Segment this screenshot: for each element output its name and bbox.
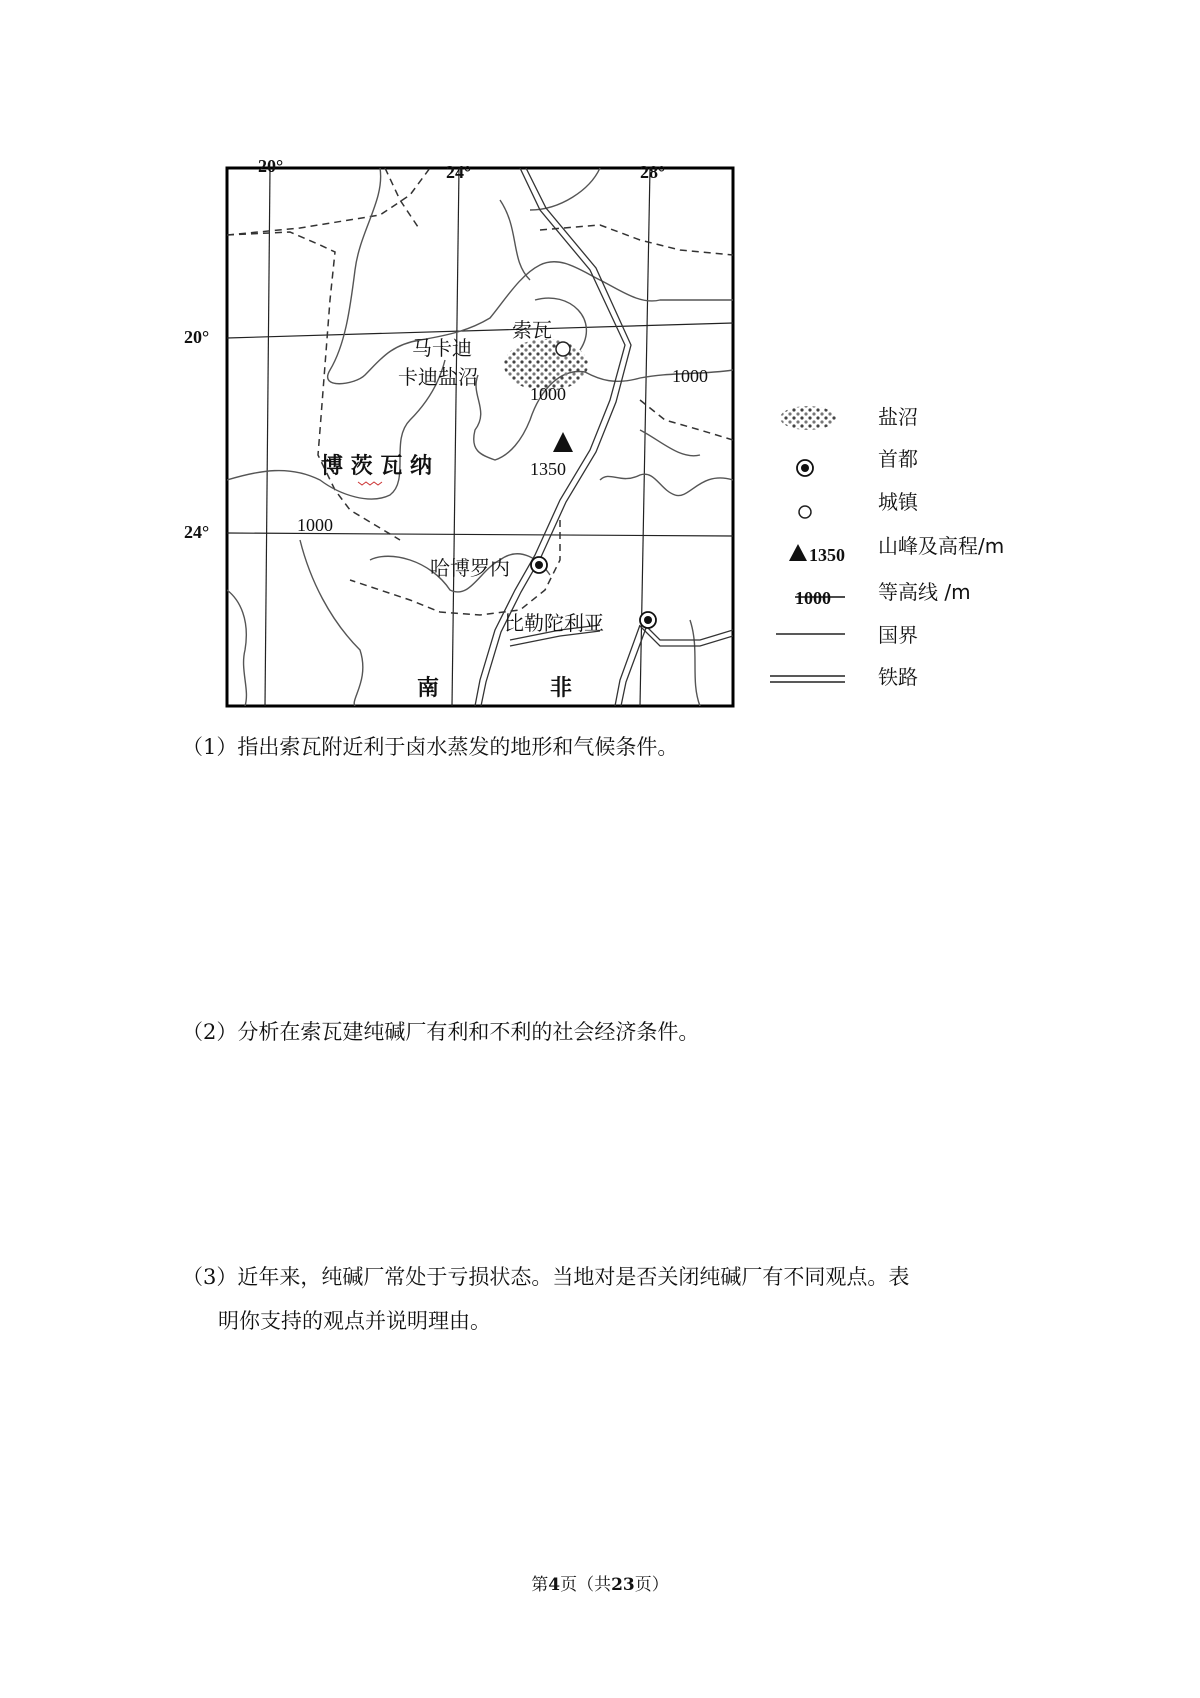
border-zimbabwe-north xyxy=(540,225,733,255)
contour-east-3 xyxy=(600,474,733,495)
contour-label-1000-b: 1000 xyxy=(672,366,708,386)
legend-town-icon xyxy=(799,506,811,518)
contour-southeast xyxy=(690,620,700,706)
border-west xyxy=(227,232,400,540)
legend-peak-icon xyxy=(789,544,807,561)
label-makadi: 马卡迪 xyxy=(412,336,472,360)
spellcheck-underline xyxy=(358,482,382,485)
question-1: （1）指出索瓦附近利于卤水蒸发的地形和气候条件。 xyxy=(182,735,679,759)
country-botswana: 博 茨 瓦 纳 xyxy=(321,454,432,479)
legend-label-border: 国界 xyxy=(878,623,918,647)
footer-page-number: 4 xyxy=(548,1575,561,1595)
contour-west-edge xyxy=(227,590,246,706)
label-makadi-pan: 卡迪盐沼 xyxy=(398,365,478,389)
footer-suffix: 页） xyxy=(634,1575,669,1595)
border-caprivi xyxy=(385,168,420,230)
border-east xyxy=(640,400,733,440)
pretoria-capital-icon xyxy=(640,612,656,628)
legend-label-town: 城镇 xyxy=(878,490,918,514)
contour-north-3 xyxy=(530,168,600,210)
map-frame xyxy=(227,168,733,706)
legend-label-salt-marsh: 盐沼 xyxy=(878,405,918,429)
legend-peak-sample: 1350 xyxy=(809,545,845,565)
legend-salt-marsh-icon xyxy=(780,406,836,430)
peak-icon xyxy=(553,432,573,452)
border-north xyxy=(227,168,430,235)
question-3-line-1: （3）近年来，纯碱厂常处于亏损状态。当地对是否关闭纯碱厂有不同观点。表 xyxy=(182,1265,910,1289)
page-footer xyxy=(0,1570,1200,1595)
legend-contour-sample: 1000 xyxy=(795,588,831,608)
footer-middle: 页（共 xyxy=(560,1575,612,1595)
footer-total-pages: 23 xyxy=(611,1575,635,1595)
contour-label-1000-a: 1000 xyxy=(530,384,566,404)
country-south-africa-1: 南 xyxy=(417,676,440,701)
label-pretoria: 比勒陀利亚 xyxy=(504,611,604,635)
meridian-20 xyxy=(265,168,270,706)
meridian-24 xyxy=(452,168,459,706)
gaborone-capital-icon xyxy=(531,557,547,573)
legend-label-railway: 铁路 xyxy=(878,665,918,689)
legend-label-capital: 首都 xyxy=(878,447,918,471)
legend-capital-icon xyxy=(797,460,813,476)
contour-east-4 xyxy=(640,430,700,456)
lon-label-24: 24° xyxy=(446,162,472,182)
map-figure xyxy=(0,0,1200,720)
contour-label-1000-c: 1000 xyxy=(297,515,333,535)
label-sowa: 索瓦 xyxy=(512,318,552,342)
legend-label-contour: 等高线 /m xyxy=(878,580,971,604)
label-gaborone: 哈博罗内 xyxy=(430,556,510,580)
contour-southwest xyxy=(300,540,363,706)
legend-label-peak: 山峰及高程/m xyxy=(878,534,1005,558)
lat-label-24: 24° xyxy=(184,522,210,542)
legend xyxy=(770,405,1004,689)
sowa-town-icon xyxy=(556,342,570,356)
lat-label-20: 20° xyxy=(184,327,210,347)
footer-prefix: 第 xyxy=(531,1575,549,1595)
country-south-africa-2: 非 xyxy=(550,676,573,701)
parallel-20 xyxy=(227,323,733,338)
question-3-line-2: 明你支持的观点并说明理由。 xyxy=(218,1309,491,1333)
lon-label-28: 28° xyxy=(640,162,666,182)
question-3 xyxy=(182,1255,1042,1343)
contour-north-2 xyxy=(500,200,530,280)
question-2: （2）分析在索瓦建纯碱厂有利和不利的社会经济条件。 xyxy=(182,1020,700,1044)
peak-elevation-label: 1350 xyxy=(530,459,566,479)
lon-label-20: 20° xyxy=(258,156,284,176)
